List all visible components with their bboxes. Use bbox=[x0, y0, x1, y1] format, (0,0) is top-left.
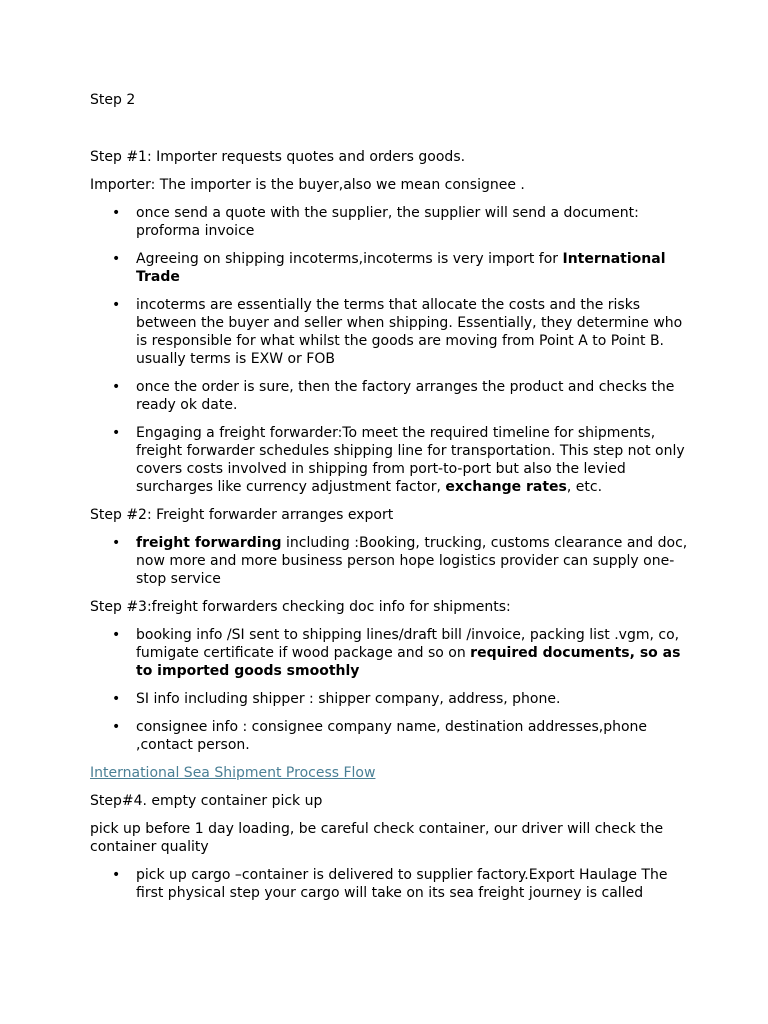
list-item bbox=[136, 626, 688, 680]
list-item bbox=[136, 204, 688, 240]
step3-list bbox=[90, 626, 688, 754]
list-item bbox=[136, 250, 688, 286]
list-item-text: once the order is sure, then the factory arranges the product and checks the ready ok date. bbox=[136, 379, 675, 413]
list-item-text: once send a quote with the supplier, the supplier will send a document: proforma invoice bbox=[136, 205, 639, 239]
list-item bbox=[136, 296, 688, 368]
list-item-text: incoterms are essentially the terms that allocate the costs and the risks between the buyer and seller when shipping. Essentially, they determine who is responsible for what whilst the goods are moving from Point A to Point B. usually terms is EXW or FOB bbox=[136, 297, 683, 367]
list-item bbox=[136, 534, 688, 588]
step4-heading: Step#4. empty container pick up bbox=[90, 793, 323, 809]
list-item-bold: International Trade bbox=[136, 251, 666, 285]
list-item-text: , etc. bbox=[566, 479, 603, 495]
list-item-text: SI info including shipper : shipper company, address, phone. bbox=[136, 691, 561, 707]
step1-list bbox=[90, 204, 688, 496]
step2-list bbox=[90, 534, 688, 588]
list-item-text: Agreeing on shipping incoterms,incoterms is very import for bbox=[136, 251, 563, 267]
list-item-text: pick up cargo –container is delivered to supplier factory.Export Haulage The first physical step your cargo will take on its sea freight journey is called bbox=[136, 867, 668, 901]
list-item-text: consignee info : consignee company name, destination addresses,phone ,contact person. bbox=[136, 719, 648, 753]
list-item-text: Engaging a freight forwarder:To meet the required timeline for shipments, freight forwarder schedules shipping line for transportation. This step not only covers costs involved in shipping from port-to-port but also the levied surcharges like currency adjustment factor, bbox=[136, 425, 685, 495]
step4-list bbox=[90, 866, 688, 902]
process-flow-link[interactable]: International Sea Shipment Process Flow bbox=[90, 765, 376, 781]
list-item bbox=[136, 690, 688, 708]
list-item bbox=[136, 718, 688, 754]
list-item-bold: exchange rates bbox=[445, 479, 567, 495]
step4-paragraph: pick up before 1 day loading, be careful check container, our driver will check the container quality bbox=[90, 821, 664, 855]
doc-title: Step 2 bbox=[90, 92, 136, 108]
list-item bbox=[136, 378, 688, 414]
step3-heading: Step #3:freight forwarders checking doc info for shipments: bbox=[90, 599, 511, 615]
step1-heading: Step #1: Importer requests quotes and orders goods. bbox=[90, 149, 466, 165]
list-item-bold: freight forwarding bbox=[136, 535, 282, 551]
list-item-bold: required documents, so as to imported goods smoothly bbox=[136, 645, 681, 679]
step2-heading: Step #2: Freight forwarder arranges export bbox=[90, 507, 394, 523]
importer-line: Importer: The importer is the buyer,also we mean consignee . bbox=[90, 177, 525, 193]
list-item-text: including :Booking, trucking, customs clearance and doc, now more and more business person hope logistics provider can supply one-stop service bbox=[136, 535, 688, 587]
list-item-text: booking info /SI sent to shipping lines/draft bill /invoice, packing list .vgm, co, fumigate certificate if wood package and so on bbox=[136, 627, 680, 661]
list-item bbox=[136, 866, 688, 902]
list-item bbox=[136, 424, 688, 496]
